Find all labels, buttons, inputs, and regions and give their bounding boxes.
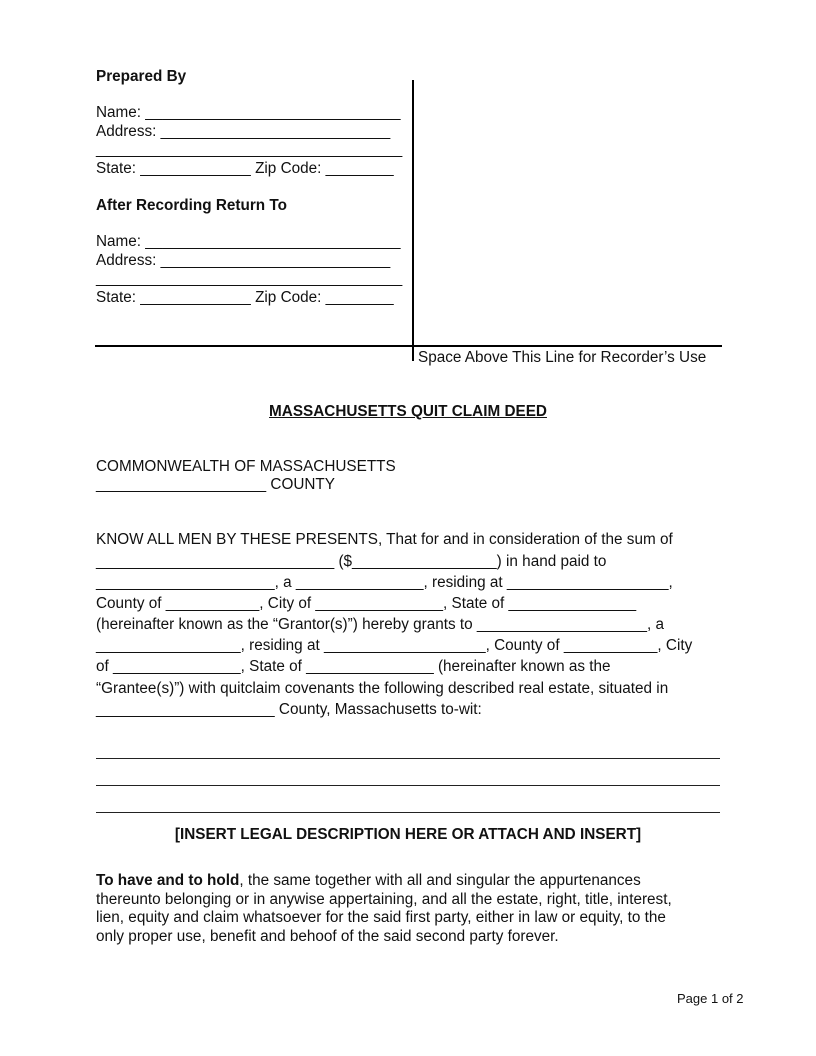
habendum-line-3: lien, equity and claim whatsoever for the said first party, either in law or equity, to the <box>96 909 666 926</box>
body-line-5[interactable]: (hereinafter known as the “Grantor(s)”) hereby grants to ____________________, a <box>96 616 665 633</box>
recorder-divider-vertical <box>412 80 414 361</box>
prepared-by-heading: Prepared By <box>96 68 187 85</box>
body-line-1: KNOW ALL MEN BY THESE PRESENTS, That for and in consideration of the sum of <box>96 531 673 548</box>
prepared-state-zip-field[interactable]: State: _____________ Zip Code: ________ <box>96 160 394 177</box>
body-line-6[interactable]: _________________, residing at ___________________, County of ___________, City <box>96 637 693 654</box>
return-state-zip-field[interactable]: State: _____________ Zip Code: ________ <box>96 289 394 306</box>
prepared-address-line2[interactable]: ____________________________________ <box>96 141 403 158</box>
legal-description-line[interactable] <box>96 785 720 786</box>
prepared-address-field[interactable]: Address: ___________________________ <box>96 123 391 140</box>
return-name-field[interactable]: Name: ______________________________ <box>96 233 401 250</box>
commonwealth-heading: COMMONWEALTH OF MASSACHUSETTS <box>96 458 396 475</box>
county-field[interactable]: ____________________ COUNTY <box>96 476 335 493</box>
page-number: Page 1 of 2 <box>677 991 744 1006</box>
document-title: MASSACHUSETTS QUIT CLAIM DEED <box>269 403 547 420</box>
prepared-name-field[interactable]: Name: ______________________________ <box>96 104 401 121</box>
habendum-line-4: only proper use, benefit and behoof of the said second party forever. <box>96 928 559 945</box>
habendum-line-1-text: , the same together with all and singular the appurtenances <box>239 872 641 889</box>
body-line-3[interactable]: _____________________, a _______________, residing at ___________________, <box>96 574 673 591</box>
legal-description-line[interactable] <box>96 812 720 813</box>
habendum-line-2: thereunto belonging or in anywise appertaining, and all the estate, right, title, interest, <box>96 891 672 908</box>
return-address-line2[interactable]: ____________________________________ <box>96 270 403 287</box>
recorder-divider-horizontal <box>95 345 722 347</box>
legal-description-line[interactable] <box>96 758 720 759</box>
body-line-2[interactable]: ____________________________ ($_________________) in hand paid to <box>96 553 607 570</box>
legal-description-placeholder: [INSERT LEGAL DESCRIPTION HERE OR ATTACH AND INSERT] <box>174 826 642 843</box>
body-line-9[interactable]: _____________________ County, Massachusetts to-wit: <box>96 701 482 718</box>
habendum-line-1 <box>96 872 641 890</box>
return-to-heading: After Recording Return To <box>96 197 287 214</box>
body-line-7[interactable]: of _______________, State of _______________ (hereinafter known as the <box>96 658 611 675</box>
body-line-4[interactable]: County of ___________, City of _______________, State of _______________ <box>96 595 637 612</box>
body-line-8: “Grantee(s)”) with quitclaim covenants the following described real estate, situated in <box>96 680 669 697</box>
return-address-field[interactable]: Address: ___________________________ <box>96 252 391 269</box>
habendum-lead: To have and to hold <box>96 872 240 889</box>
recorder-note: Space Above This Line for Recorder’s Use <box>418 349 707 366</box>
